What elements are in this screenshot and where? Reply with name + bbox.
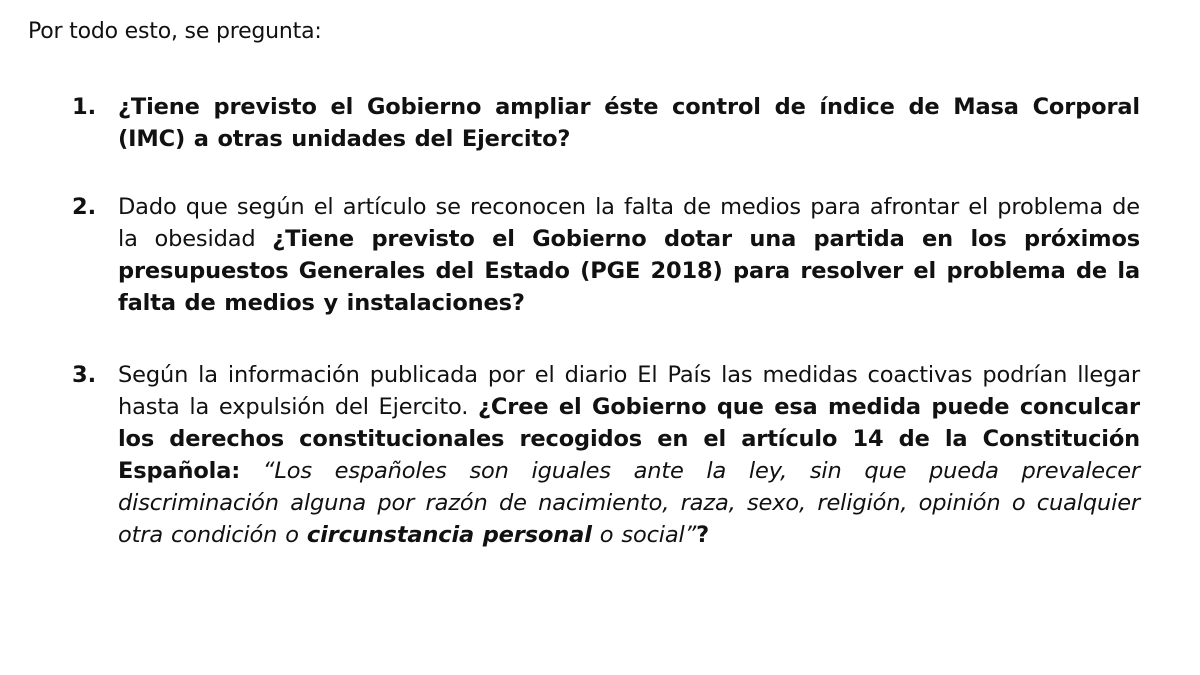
question-bold-text: ¿Tiene previsto el Gobierno dotar una partida en los próximos presupuestos Generales del Estado (PGE 2018) para resolver el problema de la falta de medios y instalaciones? <box>118 226 1140 316</box>
quote-emphasis: circunstancia personal <box>306 522 592 548</box>
question-item <box>72 91 1140 155</box>
question-mark: ? <box>696 522 710 548</box>
question-number: 2. <box>72 194 97 220</box>
question-normal-text: Dado que según el artículo se reconocen la falta de medios para afrontar el problema de la obesidad <box>118 194 1140 252</box>
question-normal-text: Según la información publicada por el diario El País las medidas coactivas podrían llegar hasta la expulsión del Ejercito. <box>118 362 1140 420</box>
question-list <box>72 91 1140 551</box>
constitution-quote-end: o social” <box>591 522 697 548</box>
question-bold-text: ¿Tiene previsto el Gobierno ampliar éste control de índice de Masa Corporal (IMC) a otras unidades del Ejercito? <box>118 94 1140 152</box>
question-text <box>118 91 1140 155</box>
question-item <box>72 191 1140 319</box>
question-number: 1. <box>72 94 97 120</box>
intro-text: Por todo esto, se pregunta: <box>28 19 322 44</box>
question-text <box>118 191 1140 319</box>
question-item <box>72 359 1140 551</box>
constitution-quote: “Los españoles son iguales ante la ley, sin que pueda prevalecer discriminación alguna por razón de nacimiento, raza, sexo, religión, opinión o cualquier otra condición o <box>118 458 1140 548</box>
question-number: 3. <box>72 362 97 388</box>
question-bold-text: ¿Cree el Gobierno que esa medida puede conculcar los derechos constitucionales recogidos en el artículo 14 de la Constitución Española: <box>118 394 1140 484</box>
question-text <box>118 359 1140 551</box>
